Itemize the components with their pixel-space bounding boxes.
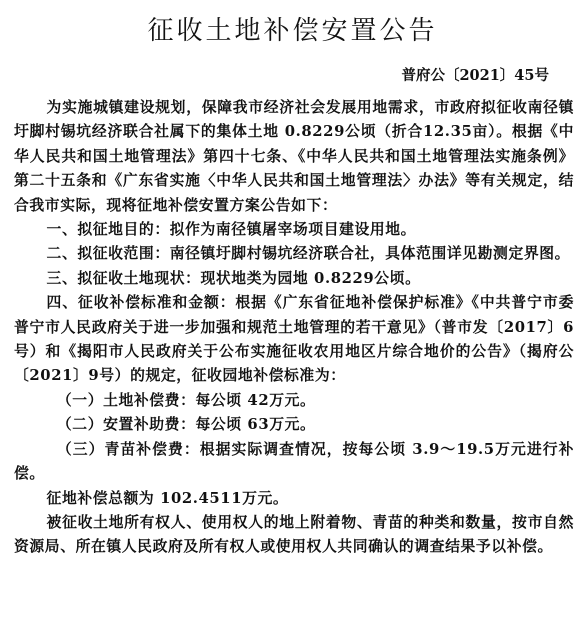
resettlement-subsidy-item: （二）安置补助费：每公顷 63万元。	[56, 416, 316, 434]
crop-compensation-item: （三）青苗补偿费：根据实际调查情况，按每公顷 3.9～19.5万元进行补偿。	[14, 440, 574, 483]
scope-paragraph: 二、拟征收范围：南径镇圩脚村锡坑经济联合社，具体范围详见勘测定界图。	[46, 245, 571, 263]
land-compensation-item: （一）土地补偿费：每公顷 42万元。	[56, 391, 316, 409]
document-body	[14, 96, 574, 560]
document-number: 普府公〔2021〕45号	[401, 67, 549, 84]
compensation-standard-paragraph: 四、征收补偿标准和金额：根据《广东省征地补偿保护标准》《中共普宁市委 普宁市人民政府关于进一步加强和规范土地管理的若干意见》（普市发〔2017〕6号）和《揭阳市人民政府关于公布实施征收农用地区片综合地价的公告》（揭府公〔2021〕9号）的规定，征收园地补偿标准为：	[14, 294, 574, 385]
attachments-paragraph: 被征收土地所有权人、使用权人的地上附着物、青苗的种类和数量，按市自然资源局、所在镇人民政府及所有权人或使用权人共同确认的调查结果予以补偿。	[14, 513, 574, 556]
intro-paragraph: 为实施城镇建设规划，保障我市经济社会发展用地需求，市政府拟征收南径镇圩脚村锡坑经济联合社属下的集体土地 0.8229公顷（折合12.35亩）。根据《中华人民共和国土地管理法》第四十七条、《中华人民共和国土地管理法实施条例》第二十五条和《广东省实施〈中华人民共和国土地管理法〉办法》等有关规定，结合我市实际，现将征地补偿安置方案公告如下：	[14, 99, 574, 214]
document-title: 征收土地补偿安置公告	[147, 16, 438, 46]
total-compensation-paragraph: 征地补偿总额为 102.4511万元。	[46, 489, 289, 507]
land-status-paragraph: 三、拟征收土地现状：现状地类为园地 0.8229公顷。	[46, 269, 421, 287]
purpose-paragraph: 一、拟征地目的：拟作为南径镇屠宰场项目建设用地。	[46, 221, 417, 239]
